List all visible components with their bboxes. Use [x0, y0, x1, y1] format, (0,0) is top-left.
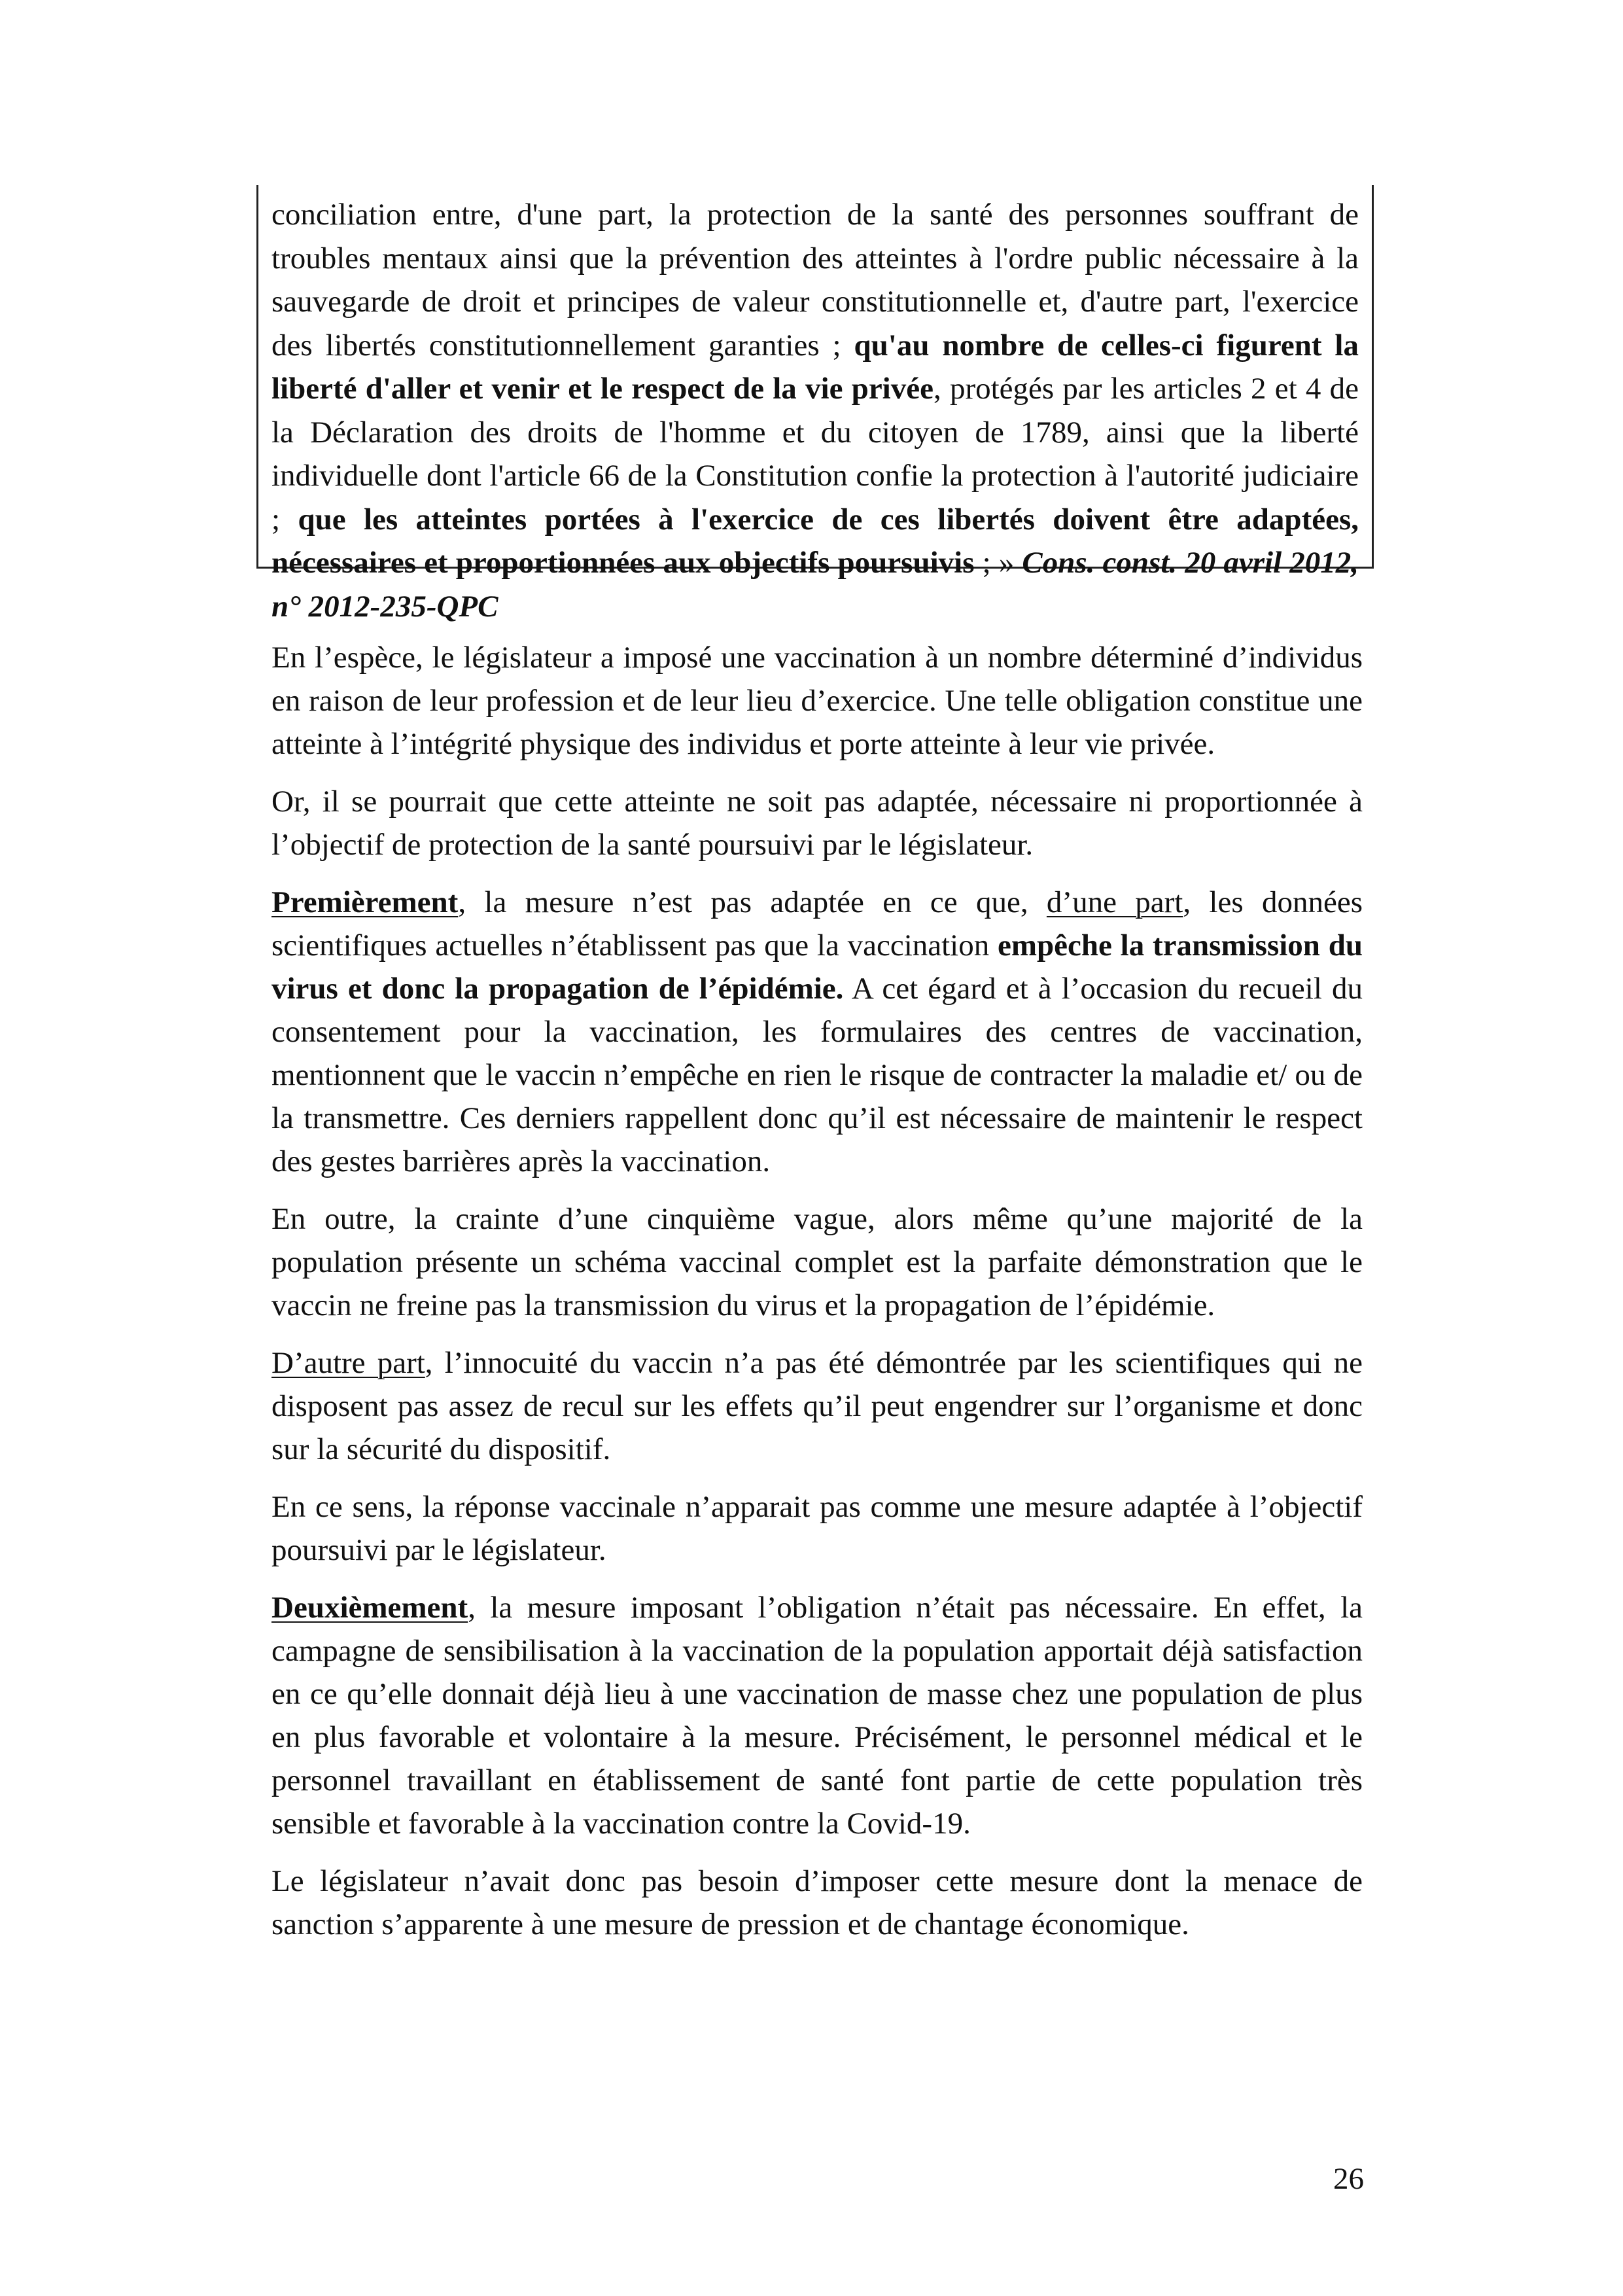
- paragraph-5: [271, 1341, 1363, 1471]
- quote-text-part: , protégés par les articles 2 et 4 de la Déclaration des droits de l'homme et du citoyen de 1789, ainsi que la liberté individuelle dont l'article 66 de la Constitution confie la protection à l'autorité judiciaire ;: [271, 372, 1359, 537]
- quote-text-part: ; »: [974, 546, 1022, 580]
- paragraph-text: , l’innocuité du vaccin n’a pas été démontrée par les scientifiques qui ne disposent pas assez de recul sur les effets qu’il peut engendrer sur l’organisme et donc sur la sécurité du dispositif.: [271, 1346, 1363, 1466]
- quotation-box: [256, 185, 1374, 624]
- paragraph-6: En ce sens, la réponse vaccinale n’apparait pas comme une mesure adaptée à l’objectif poursuivi par le législateur.: [271, 1490, 1363, 1567]
- heading-premierement: Premièrement: [271, 885, 459, 919]
- page-number: 26: [1333, 2162, 1364, 2196]
- paragraph-7: [271, 1586, 1363, 1845]
- paragraph-3: [271, 881, 1363, 1183]
- quote-bold-part: qu'au nombre de celles-ci figurent la liberté d'aller et venir et le respect de la vie privée: [271, 328, 1359, 406]
- quotation-text: [271, 193, 1359, 628]
- paragraph-text: , les données scientifiques actuelles n’établissent pas que la vaccination: [271, 885, 1363, 963]
- paragraph-text: , la mesure n’est pas adaptée en ce que,: [458, 885, 1047, 919]
- bold-text: empêche la transmission du virus et donc la propagation de l’épidémie.: [271, 928, 1363, 1006]
- paragraph-text: , la mesure imposant l’obligation n’était pas nécessaire. En effet, la campagne de sensibilisation à la vaccination de la population apportait déjà satisfaction en ce qu’elle donnait déjà lieu à une vaccination de masse chez une population de plus en plus favorable et volontaire à la mesure. Précisément, le personnel médical et le personnel travaillant en établissement de santé font partie de cette population très sensible et favorable à la vaccination contre la Covid-19.: [271, 1591, 1363, 1841]
- heading-deuxiemement: Deuxièmement: [271, 1591, 468, 1625]
- paragraph-2: Or, il se pourrait que cette atteinte ne soit pas adaptée, nécessaire ni proportionnée à l’objectif de protection de la santé poursuivi par le législateur.: [271, 785, 1363, 862]
- underlined-text: D’autre part: [271, 1346, 425, 1380]
- document-body: [271, 636, 1363, 1960]
- underlined-text: d’une part: [1046, 885, 1183, 919]
- quote-text-part: conciliation entre, d'une part, la protection de la santé des personnes souffrant de troubles mentaux ainsi que la prévention des atteintes à l'ordre public nécessaire à la sauvegarde de droit et principes de valeur constitutionnelle et, d'autre part, l'exercice des libertés constitutionnellement garanties ;: [271, 198, 1359, 362]
- paragraph-1: En l’espèce, le législateur a imposé une vaccination à un nombre déterminé d’individus en raison de leur profession et de leur lieu d’exercice. Une telle obligation constitue une atteinte à l’intégrité physique des individus et porte atteinte à leur vie privée.: [271, 641, 1363, 761]
- paragraph-text: A cet égard et à l’occasion du recueil du consentement pour la vaccination, les formulaires des centres de vaccination, mentionnent que le vaccin n’empêche en rien le risque de contracter la maladie et/ ou de la transmettre. Ces derniers rappellent donc qu’il est nécessaire de maintenir le respect des gestes barrières après la vaccination.: [271, 972, 1363, 1178]
- paragraph-4: En outre, la crainte d’une cinquième vague, alors même qu’une majorité de la population présente un schéma vaccinal complet est la parfaite démonstration que le vaccin ne freine pas la transmission du virus et la propagation de l’épidémie.: [271, 1202, 1363, 1322]
- paragraph-8: Le législateur n’avait donc pas besoin d’imposer cette mesure dont la menace de sanction s’apparente à une mesure de pression et de chantage économique.: [271, 1864, 1363, 1941]
- quote-citation: Cons. const. 20 avril 2012, n° 2012-235-QPC: [271, 546, 1359, 624]
- quote-bold-part: que les atteintes portées à l'exercice de ces libertés doivent être adaptées, nécessaires et proportionnées aux objectifs poursuivis: [271, 502, 1359, 580]
